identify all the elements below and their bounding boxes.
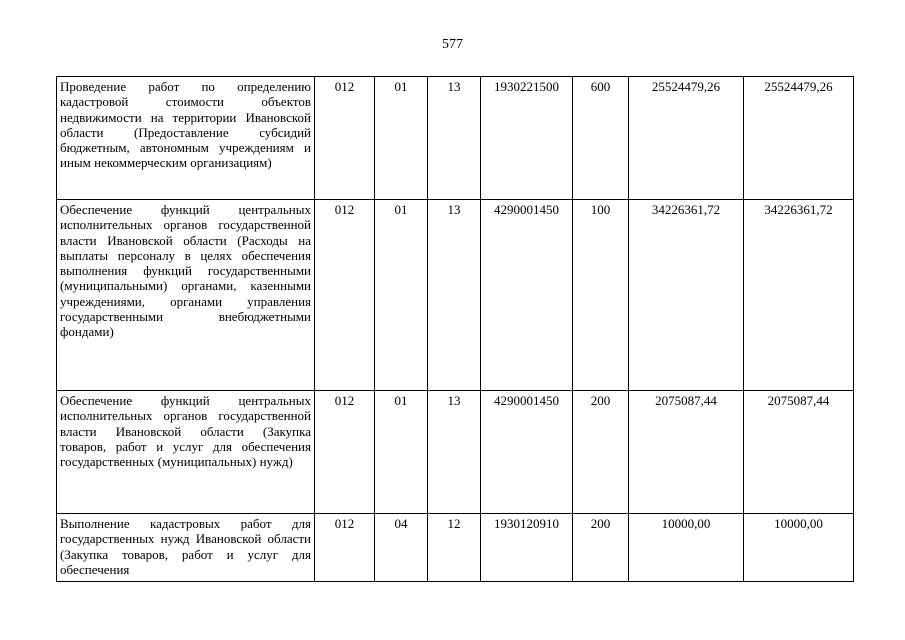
expense-type-code: 200	[573, 391, 629, 514]
target-item-code: 4290001450	[481, 200, 573, 391]
expense-type-code: 200	[573, 514, 629, 582]
budget-table	[56, 76, 854, 582]
target-item-code: 4290001450	[481, 391, 573, 514]
table-row	[57, 77, 854, 200]
subsection-code: 13	[428, 77, 481, 200]
table-row	[57, 200, 854, 391]
ministry-code: 012	[315, 514, 375, 582]
section-code: 01	[375, 200, 428, 391]
ministry-code: 012	[315, 77, 375, 200]
target-item-code: 1930221500	[481, 77, 573, 200]
amount-cell: 2075087,44	[629, 391, 744, 514]
page-number: 577	[442, 37, 463, 52]
section-code: 01	[375, 391, 428, 514]
table-row	[57, 514, 854, 582]
subsection-code: 13	[428, 200, 481, 391]
section-code: 01	[375, 77, 428, 200]
amount-cell: 34226361,72	[744, 200, 854, 391]
subsection-code: 13	[428, 391, 481, 514]
table-row	[57, 391, 854, 514]
amount-cell: 25524479,26	[744, 77, 854, 200]
target-item-code: 1930120910	[481, 514, 573, 582]
subsection-code: 12	[428, 514, 481, 582]
row-description: Обеспечение функций центральных исполнительных органов государственной власти Ивановской области (Закупка товаров, работ и услуг для обеспечения государственных (муниципальных) нужд)	[57, 391, 315, 514]
amount-cell: 34226361,72	[629, 200, 744, 391]
row-description: Проведение работ по определению кадастровой стоимости объектов недвижимости на территории Ивановской области (Предоставление субсидий бюджетным, автономным учреждениям и иным некоммерческим организациям)	[57, 77, 315, 200]
amount-cell: 25524479,26	[629, 77, 744, 200]
ministry-code: 012	[315, 200, 375, 391]
ministry-code: 012	[315, 391, 375, 514]
section-code: 04	[375, 514, 428, 582]
amount-cell: 10000,00	[629, 514, 744, 582]
amount-cell: 10000,00	[744, 514, 854, 582]
amount-cell: 2075087,44	[744, 391, 854, 514]
row-description: Выполнение кадастровых работ для государственных нужд Ивановской области (Закупка товаров, работ и услуг для обеспечения	[57, 514, 315, 582]
row-description: Обеспечение функций центральных исполнительных органов государственной власти Ивановской области (Расходы на выплаты персоналу в целях обеспечения выполнения функций государственными (муниципальными) органами, казенными учреждениями, органами управления государственными внебюджетными фондами)	[57, 200, 315, 391]
expense-type-code: 100	[573, 200, 629, 391]
expense-type-code: 600	[573, 77, 629, 200]
